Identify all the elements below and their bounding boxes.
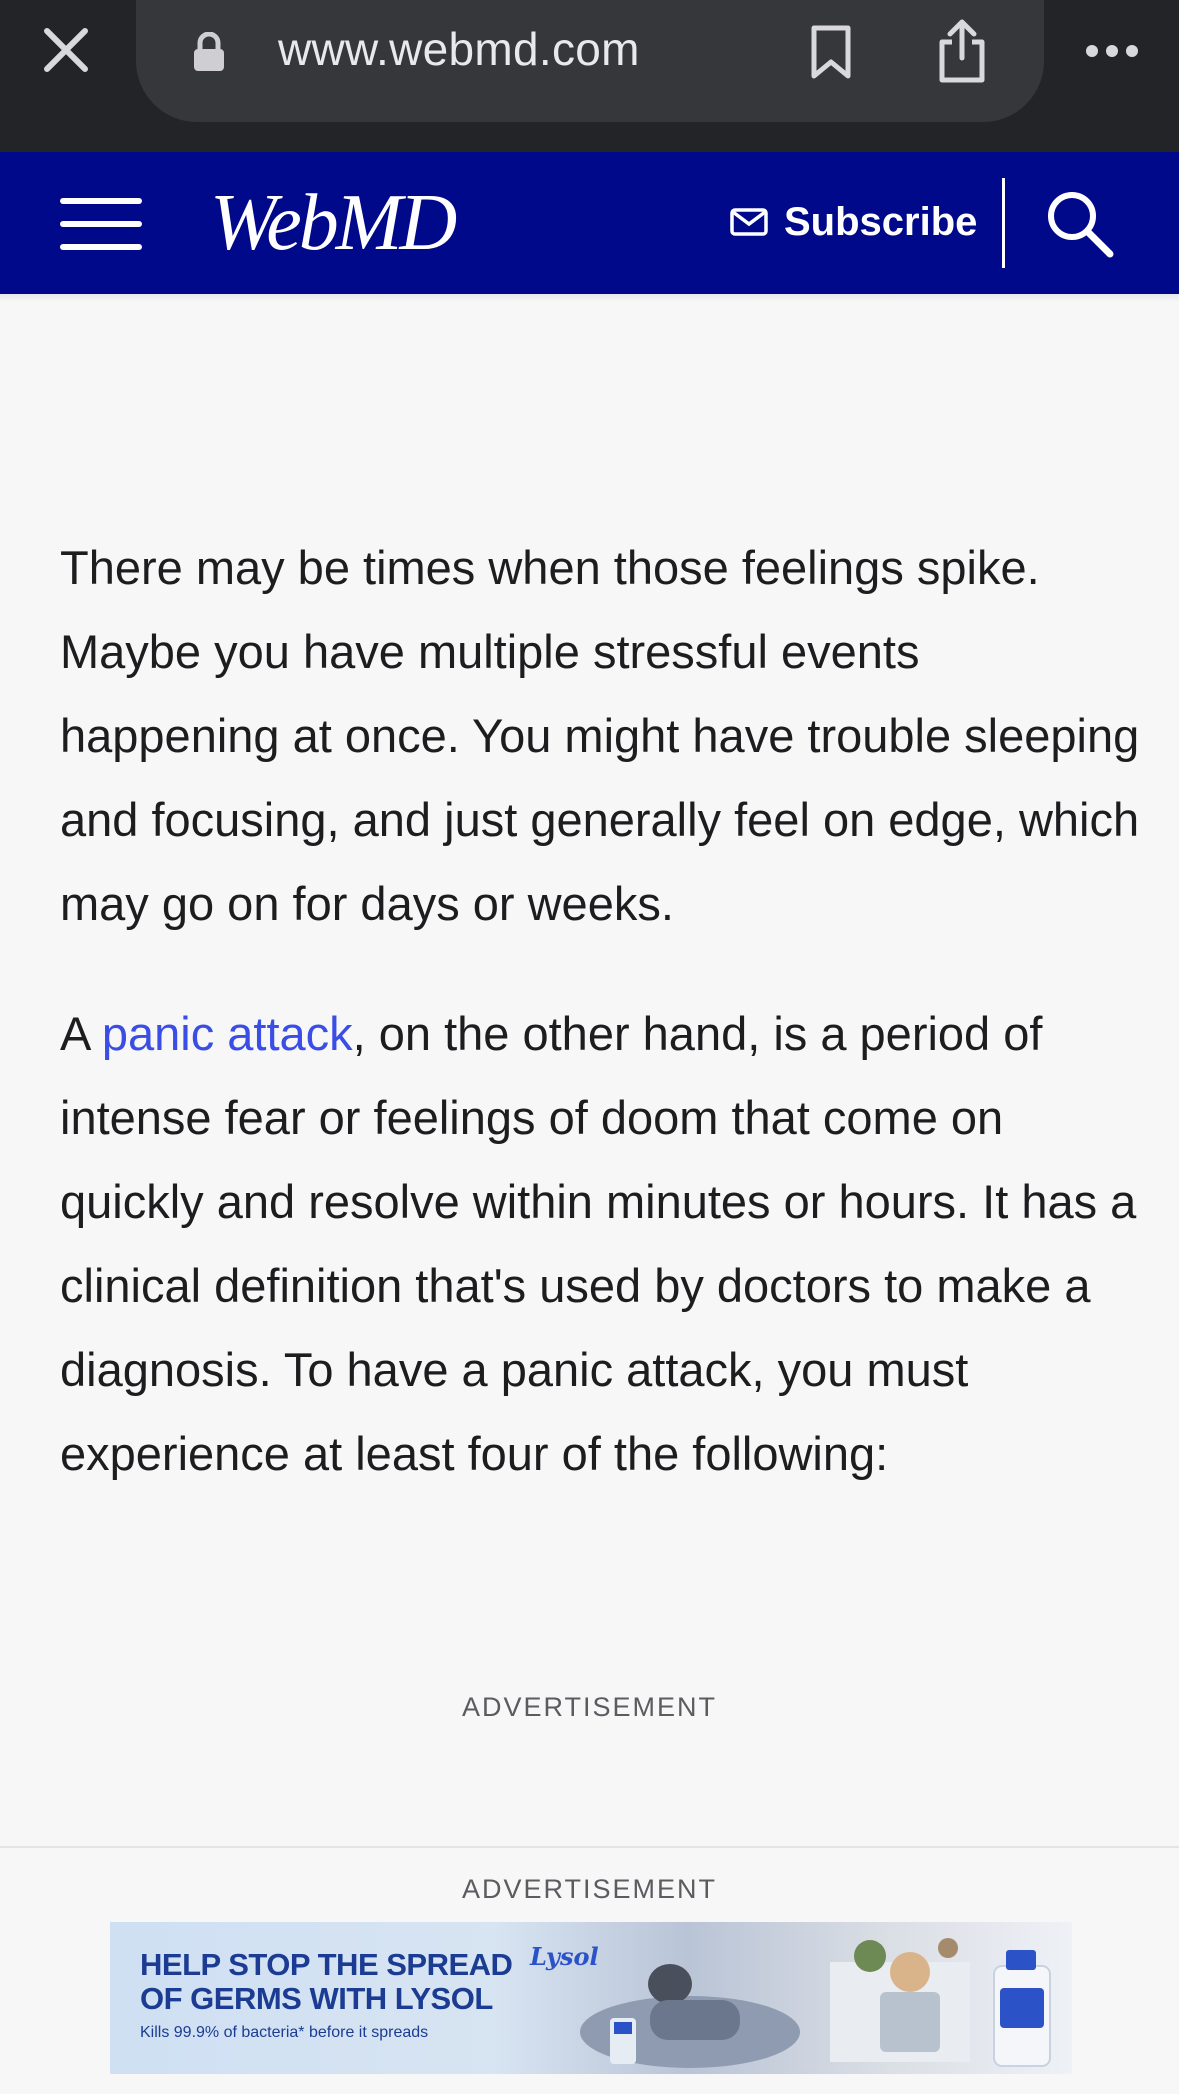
header-divider: [1002, 178, 1005, 268]
bookmark-icon[interactable]: [806, 24, 856, 80]
article-body: [60, 526, 1140, 1542]
advertisement-label: ADVERTISEMENT: [461, 1692, 718, 1722]
ad-headline-line: HELP STOP THE SPREAD: [140, 1947, 513, 1982]
webmd-logo[interactable]: [210, 178, 454, 268]
subscribe-label: Subscribe: [784, 199, 978, 244]
address-bar[interactable]: [136, 0, 1044, 122]
header-shadow: [0, 294, 1179, 302]
url-text: www.webmd.com: [278, 23, 640, 75]
lysol-logo: Lysol: [530, 1942, 599, 1971]
article-paragraph: [60, 992, 1140, 1496]
advertisement-label: ADVERTISEMENT: [461, 1874, 718, 1904]
logo-text: WebMD: [210, 179, 455, 267]
ad-headline-line: OF GERMS WITH LYSOL: [140, 1981, 493, 2016]
hamburger-menu-icon[interactable]: [60, 196, 142, 252]
mail-icon: [730, 208, 768, 236]
ad-illustration: [580, 1922, 1072, 2074]
lysol-ad-banner[interactable]: [110, 1922, 1072, 2074]
paragraph-prefix: A: [60, 1007, 102, 1060]
search-icon[interactable]: [1044, 188, 1116, 260]
share-icon[interactable]: [934, 18, 990, 84]
close-tab-button[interactable]: [36, 20, 96, 80]
paragraph-text: , on the other hand, is a period of intense fear or feelings of doom that come on quickly and resolve within minutes or hours. It has a clinical definition that's used by doctors to make a diagnosis. To have a panic attack, you must experience at least four of the following:: [60, 1007, 1137, 1480]
subscribe-button[interactable]: [730, 192, 977, 252]
panic-attack-link[interactable]: panic attack: [101, 1007, 353, 1060]
sticky-ad-container: [0, 1846, 1179, 2094]
close-icon: [41, 25, 91, 75]
browser-toolbar: [0, 0, 1179, 152]
site-header: [0, 152, 1179, 294]
lock-icon: [192, 32, 226, 72]
article-paragraph: There may be times when those feelings spike. Maybe you have multiple stressful events happening at once. You might have trouble sleeping and focusing, and just generally feel on edge, which may go on for days or weeks.: [60, 541, 1140, 930]
more-options-icon[interactable]: [1082, 36, 1142, 66]
ad-subtext: Kills 99.9% of bacteria* before it spreads: [140, 2024, 429, 2041]
ad-headline: [140, 1948, 512, 2016]
